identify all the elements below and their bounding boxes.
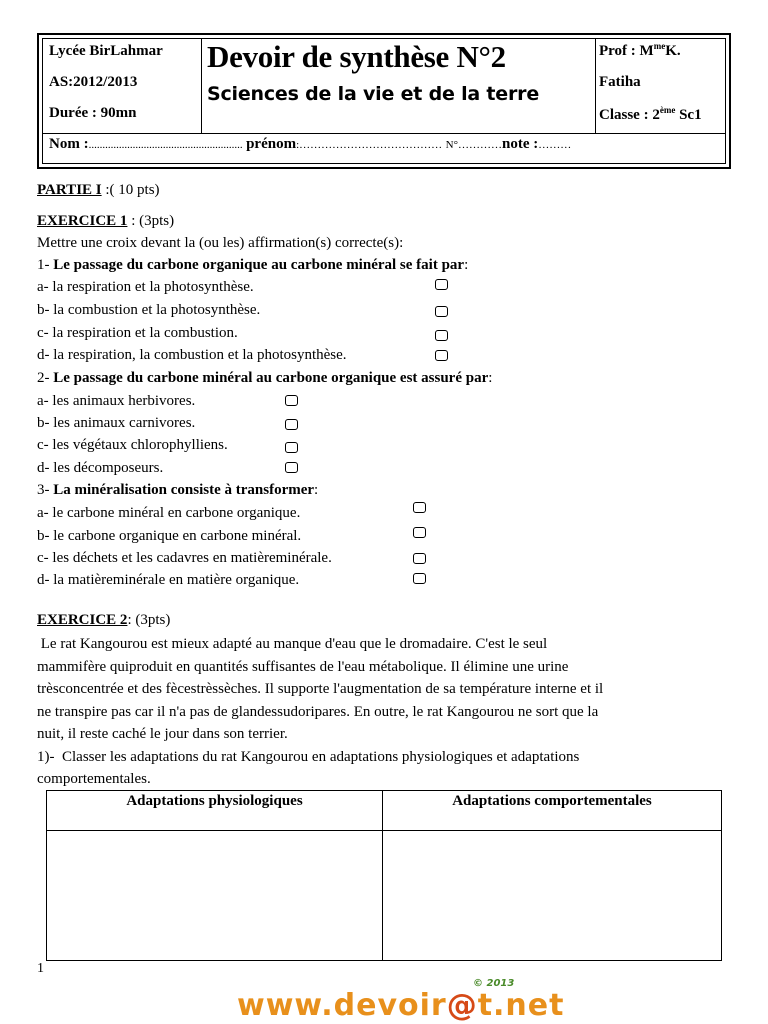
q2-checkbox-d[interactable] <box>285 462 298 473</box>
header-physiologiques: Adaptations physiologiques <box>126 793 303 809</box>
teacher-label: Prof : $M^{me}K$. <box>599 41 681 59</box>
q2-option-a: a- les animaux herbivores. <box>37 393 196 409</box>
teacher-name: Fatiha <box>599 74 641 90</box>
exercice2-line: Le rat Kangourou est mieux adapté au manque d'eau que le dromadaire. C'est le seul <box>37 636 548 652</box>
school-year: AS:2012/2013 <box>49 74 138 90</box>
question-1: 1- Le passage du carbone organique au carbone minéral se fait par: <box>37 257 469 273</box>
q1-checkbox-b[interactable] <box>435 306 448 317</box>
num-field[interactable]: ………… <box>457 139 502 151</box>
q3-checkbox-b[interactable] <box>413 527 426 538</box>
exercice2-line: trèsconcentrée et des fècestrèssèches. Il supporte l'augmentation de sa température interne et il <box>37 681 604 697</box>
footer-logo[interactable]: www.devoir@t.net <box>237 988 565 1023</box>
header-box <box>37 33 731 169</box>
exercice2-heading: EXERCICE 2: (3pts) <box>37 612 171 628</box>
note-field[interactable]: ……… <box>538 139 572 151</box>
exercice2-line: ne transpire pas car il n'a pas de glandessudoripares. En outre, le rat Kangourou ne sort que la <box>37 703 599 720</box>
q1-checkbox-c[interactable] <box>435 330 448 341</box>
teacher-cell <box>595 39 725 133</box>
class-label: Classe : 2ème Sc1 <box>599 105 702 123</box>
num-label: N° <box>445 139 458 151</box>
question-2: 2- Le passage du carbone minéral au carbone organique est assuré par: <box>37 370 493 386</box>
adaptations-table <box>46 790 722 961</box>
school-info-cell <box>43 39 202 133</box>
q1-checkbox-d[interactable] <box>435 350 448 361</box>
question-ex2-1: 1)- Classer les adaptations du rat Kangourou en adaptations physiologiques et adaptations <box>37 748 580 765</box>
page-number: 1 <box>37 961 44 976</box>
exam-title: Devoir de synthèse N°2 <box>207 39 506 74</box>
student-info-row <box>43 133 725 163</box>
answer-cell-physiologiques[interactable] <box>47 831 382 960</box>
q3-option-c: c- les déchets et les cadavres en matièreminérale. <box>37 550 332 566</box>
q2-option-d: d- les décomposeurs. <box>37 460 164 476</box>
exam-duration: Durée : 90mn <box>49 105 137 121</box>
exercice2-line: nuit, il reste caché le jour dans son terrier. <box>37 726 288 742</box>
nom-field[interactable]: ........................................................ <box>88 139 243 151</box>
exercice2-text <box>37 633 731 791</box>
q1-option-d: d- la respiration, la combustion et la photosynthèse. <box>37 347 347 363</box>
q3-option-d: d- la matièreminérale en matière organique. <box>37 572 300 588</box>
header-comportementales: Adaptations comportementales <box>452 793 652 809</box>
exercice2-line: comportementales. <box>37 771 151 787</box>
q1-option-a: a- la respiration et la photosynthèse. <box>37 279 254 295</box>
prenom-field[interactable]: :………………………………… <box>296 139 443 151</box>
q3-option-a: a- le carbone minéral en carbone organique. <box>37 505 301 521</box>
exam-subtitle: Sciences de la vie et de la terre <box>207 83 540 105</box>
question-3: 3- La minéralisation consiste à transformer: <box>37 482 319 498</box>
q1-checkbox-a[interactable] <box>435 279 448 290</box>
partie-heading: PARTIE I :( 10 pts) <box>37 182 160 198</box>
exercice1-heading: EXERCICE 1 : (3pts) <box>37 213 175 229</box>
exercice1-instruction: Mettre une croix devant la (ou les) affirmation(s) correcte(s): <box>37 235 404 251</box>
q3-option-b: b- le carbone organique en carbone minéral. <box>37 528 302 544</box>
q3-checkbox-d[interactable] <box>413 573 426 584</box>
q2-option-b: b- les animaux carnivores. <box>37 415 196 431</box>
nom-label: Nom : <box>49 136 89 152</box>
q2-option-c: c- les végétaux chlorophylliens. <box>37 437 228 453</box>
note-label: note : <box>501 136 539 152</box>
q2-checkbox-c[interactable] <box>285 442 298 453</box>
q3-checkbox-c[interactable] <box>413 553 426 564</box>
q3-checkbox-a[interactable] <box>413 502 426 513</box>
prenom-label: prénom <box>246 136 297 152</box>
answer-cell-comportementales[interactable] <box>383 831 721 960</box>
q1-option-b: b- la combustion et la photosynthèse. <box>37 302 261 318</box>
title-cell <box>201 39 596 133</box>
exercice2-line: mammifère quiproduit en quantités suffisantes de l'eau métabolique. Il élimine une urine <box>37 658 569 675</box>
footer-copyright: © 2013 <box>473 978 515 989</box>
q1-option-c: c- la respiration et la combustion. <box>37 325 238 341</box>
school-name: Lycée BirLahmar <box>49 43 163 59</box>
q2-checkbox-a[interactable] <box>285 395 298 406</box>
q2-checkbox-b[interactable] <box>285 419 298 430</box>
